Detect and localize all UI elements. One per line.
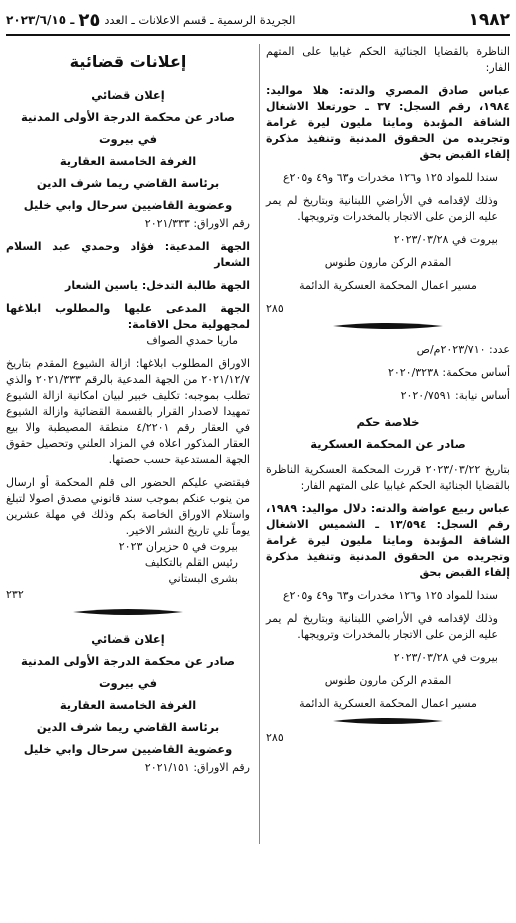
- right-column: [266, 44, 510, 746]
- summons-paragraph: فيقتضي عليكم الحضور الى قلم المحكمة أو ارسال من ينوب عنكم بموجب سند قانوني مصدق اصولا لتبلغ واستلام الاوراق الخاصة بكم وذلك في مهلة عشرين يوماً تلي تاريخ النشر الاخير.: [6, 476, 250, 537]
- intervenor: الجهة طالبة التدخل: ياسين الشعار: [65, 279, 250, 292]
- defendant-paragraph: عباس صادق المصري والدته: هلا مواليد: ١٩٨٤، رقم السجل: ٣٧ ـ حورتعلا الاشغال الشاقة المؤبدة ومايتا مليون ليرة غرامة وتجريده من الحقوق المدنية وتنفيذ مذكرة إلقاء القبض بحق: [266, 84, 510, 161]
- member-judges: وعضوية القاضيين سرحال وابي خليل: [23, 198, 233, 212]
- summary-subtitle: صادر عن المحكمة العسكرية: [310, 437, 466, 451]
- court-name: صادر عن محكمة الدرجة الأولى المدنية: [21, 110, 235, 124]
- issue-place-date: بيروت في ٥ حزيران ٢٠٢٣: [118, 540, 238, 553]
- prosecution-reference: أساس نيابة: ٢٠٢٠/٧٥٩١: [400, 389, 510, 402]
- section-divider: [333, 321, 443, 331]
- section-divider: [73, 607, 183, 617]
- legal-articles: سندا للمواد ١٢٥ و١٢٦ مخدرات و٦٣ و٤٩ و٢٠٥ع: [282, 171, 498, 184]
- file-number: رقم الاوراق: ٢٠٢١/٣٣٣: [144, 217, 250, 230]
- column-rule: [259, 44, 260, 844]
- signer-title: رئيس القلم بالتكليف: [144, 556, 238, 569]
- offense-description: وذلك لإقدامه في الأراضي اللبنانية وبتاريخ لم يمر عليه الزمن على الاتجار بالمخدرات وترويجها.: [266, 612, 498, 641]
- member-judges: وعضوية القاضيين سرحال وابي خليل: [23, 742, 233, 756]
- defendant-paragraph: عباس ربيع عواضة والدته: دلال مواليد: ١٩٨٩، رقم السجل: ١٣/٥٩٤ ـ الشميس الاشغال الشاقة المؤبدة ومايتا مليون ليرة غرامة وتجريده من الحقوق المدنية وتنفيذ مذكرة إلقاء القبض بحق: [266, 502, 511, 579]
- issue-place-date: بيروت في ٢٠٢٣/٠٣/٢٨: [393, 651, 498, 664]
- verdict-intro: الناظرة بالقضايا الجنائية الحكم غيابيا على المتهم الفار:: [266, 45, 510, 74]
- documents-paragraph: الاوراق المطلوب ابلاغها: ازالة الشيوع المقدم بتاريخ ٢٠٢١/١٢/٧ من الجهة المدعية بالرقم ٢٠٢١/٣٣٣ والذي تطلب بموجبه: تكليف خبير لبيان امكانية ازالة الشيوع تمهيدا لاصدار القرار بالقسمة القضائية وازالة الشيوع في العقار رقم ٤/٢٢٠١ منطقة المصيطبة والا بيع العقار المذكور اعلاه في المزاد العلني وتحصيل حقوق الجهة المستدعية حسب حصتها.: [6, 357, 250, 466]
- offense-description: وذلك لإقدامه في الأراضي اللبنانية وبتاريخ لم يمر عليه الزمن على الاتجار بالمخدرات وترويجها.: [266, 194, 498, 223]
- file-number: رقم الاوراق: ٢٠٢١/١٥١: [144, 761, 250, 774]
- court-name: صادر عن محكمة الدرجة الأولى المدنية: [21, 654, 235, 668]
- court-city: في بيروت: [98, 676, 158, 690]
- court-city: في بيروت: [98, 132, 158, 146]
- court-chamber: الغرفة الخامسة العقارية: [59, 698, 197, 712]
- court-chamber: الغرفة الخامسة العقارية: [59, 154, 197, 168]
- notice-heading: إعلان قضائي: [91, 88, 165, 102]
- notice-code: ٢٨٥: [266, 731, 284, 744]
- court-reference: أساس محكمة: ٢٠٢٠/٣٢٣٨: [387, 366, 510, 379]
- notice-heading: إعلان قضائي: [91, 632, 165, 646]
- left-column: [6, 44, 250, 776]
- issue-place-date: بيروت في ٢٠٢٣/٠٣/٢٨: [393, 233, 498, 246]
- notice-code: ٢٣٢: [6, 588, 24, 601]
- legal-articles: سندا للمواد ١٢٥ و١٢٦ مخدرات و٦٣ و٤٩ و٢٠٥ع: [282, 589, 498, 602]
- section-title: إعلانات قضائية: [69, 52, 187, 71]
- verdict-intro: بتاريخ ٢٠٢٣/٠٣/٢٢ قررت المحكمة العسكرية الناظرة بالقضايا الجنائية الحكم غيابيا على المتهم الفار:: [266, 463, 510, 492]
- signer-name: المقدم الركن مارون طنوس: [324, 256, 452, 269]
- section-divider: [333, 716, 443, 726]
- page-header: [6, 6, 510, 36]
- notice-code: ٢٨٥: [266, 302, 284, 315]
- signer-role: مسير اعمال المحكمة العسكرية الدائمة: [299, 279, 477, 292]
- defendant-label: الجهة المدعى عليها والمطلوب ابلاغها لمجهولية محل الاقامة:: [6, 302, 250, 331]
- issue-date: ـ ٢٠٢٣/٦/١٥: [6, 13, 75, 27]
- journal-title: الجريدة الرسمية ـ قسم الاعلانات ـ العدد: [104, 13, 296, 27]
- page-number: ١٩٨٢: [468, 10, 510, 30]
- presiding-judge: برئاسة القاضي ريما شرف الدين: [36, 720, 220, 734]
- presiding-judge: برئاسة القاضي ريما شرف الدين: [36, 176, 220, 190]
- signer-name: بشرى البستاني: [168, 572, 238, 585]
- reference-number: عدد: ٢٠٢٣/٧١٠م/ص: [416, 343, 510, 356]
- signer-name: المقدم الركن مارون طنوس: [324, 674, 452, 687]
- defendant-name: ماريا حمدي الصواف: [146, 334, 238, 347]
- summary-title: خلاصة حكم: [356, 415, 420, 429]
- signer-role: مسير اعمال المحكمة العسكرية الدائمة: [299, 697, 477, 710]
- plaintiff: الجهة المدعية: فؤاد وحمدي عبد السلام الشعار: [6, 240, 250, 269]
- issue-number: ٢٥: [78, 9, 101, 31]
- header-title-group: [6, 10, 296, 31]
